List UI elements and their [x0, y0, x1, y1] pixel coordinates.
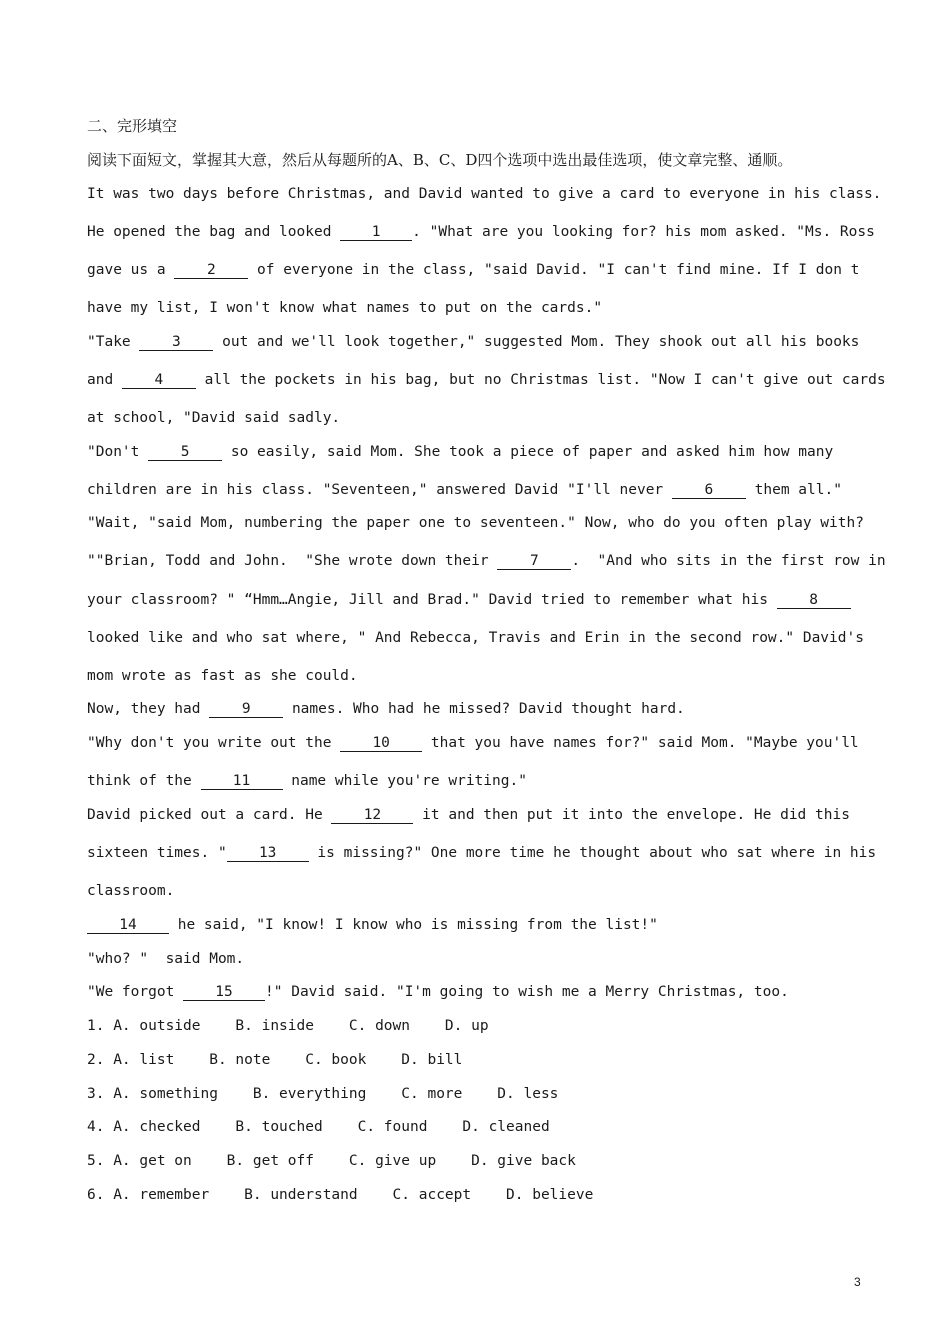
blank-9: 9 [209, 701, 283, 718]
option-row: 6. A. remember B. understand C. accept D. believe [87, 1187, 594, 1203]
passage-line: looked like and who sat where, " And Rebecca, Travis and Erin in the second row." David's [87, 630, 864, 646]
passage-line: mom wrote as fast as she could. [87, 668, 358, 684]
passage-line: think of the 11 name while you're writing." [87, 773, 527, 789]
passage-line: your classroom? " “Hmm…Angie, Jill and Brad." David tried to remember what his 8 [87, 590, 851, 610]
blank-14: 14 [87, 917, 169, 934]
passage-line: "Why don't you write out the 10 that you have names for?" said Mom. "Maybe you'll [87, 735, 859, 751]
passage-line: classroom. [87, 883, 175, 899]
blank-1: 1 [340, 224, 412, 241]
blank-4: 4 [122, 372, 196, 389]
blank-12: 12 [331, 807, 413, 824]
passage-line: have my list, I won't know what names to put on the cards." [87, 300, 603, 316]
passage-line: Now, they had 9 names. Who had he missed? David thought hard. [87, 701, 685, 717]
blank-8: 8 [777, 592, 851, 609]
passage-line: "Don't 5 so easily, said Mom. She took a piece of paper and asked him how many [87, 444, 834, 460]
option-row: 3. A. something B. everything C. more D. less [87, 1086, 559, 1102]
passage-line: "Wait, "said Mom, numbering the paper one to seventeen." Now, who do you often play with? [87, 515, 864, 531]
blank-7: 7 [497, 553, 571, 570]
blank-11: 11 [201, 773, 283, 790]
passage-line: sixteen times. " 13 is missing?" One more time he thought about who sat where in his [87, 845, 877, 861]
passage-line: and 4 all the pockets in his bag, but no Christmas list. "Now I can't give out cards [87, 372, 886, 388]
option-row: 4. A. checked B. touched C. found D. cleaned [87, 1119, 550, 1135]
passage-line: children are in his class. "Seventeen," answered David "I'll never 6 them all." [87, 482, 842, 498]
passage-line: It was two days before Christmas, and David wanted to give a card to everyone in his class. [87, 186, 882, 202]
blank-15: 15 [183, 984, 265, 1001]
passage-line: at school, "David said sadly. [87, 410, 341, 426]
option-row: 1. A. outside B. inside C. down D. up [87, 1018, 489, 1034]
passage-line: 14 he said, "I know! I know who is missing from the list!" [87, 915, 658, 935]
passage-line: David picked out a card. He 12 it and then put it into the envelope. He did this [87, 807, 850, 823]
page-number: 3 [854, 1275, 861, 1289]
blank-2: 2 [174, 262, 248, 279]
blank-6: 6 [672, 482, 746, 499]
passage-line: gave us a 2 of everyone in the class, "said David. "I can't find mine. If I don t [87, 262, 860, 278]
blank-3: 3 [139, 334, 213, 351]
passage-line: "who? " said Mom. [87, 951, 245, 967]
passage-line: ""Brian, Todd and John. "She wrote down their 7 . "And who sits in the first row in [87, 553, 886, 569]
instructions: 阅读下面短文，掌握其大意，然后从每题所的A、B、C、D四个选项中选出最佳选项，使文章完整、通顺。 [87, 151, 793, 169]
section-title: 二、完形填空 [87, 117, 178, 135]
option-row: 2. A. list B. note C. book D. bill [87, 1052, 463, 1068]
option-row: 5. A. get on B. get off C. give up D. give back [87, 1153, 576, 1169]
blank-10: 10 [340, 735, 422, 752]
blank-5: 5 [148, 444, 222, 461]
passage-line: "We forgot 15 !" David said. "I'm going to wish me a Merry Christmas, too. [87, 984, 789, 1000]
passage-line: He opened the bag and looked 1 . "What are you looking for? his mom asked. "Ms. Ross [87, 224, 875, 240]
passage-line: "Take 3 out and we'll look together," suggested Mom. They shook out all his books [87, 334, 860, 350]
blank-13: 13 [227, 845, 309, 862]
